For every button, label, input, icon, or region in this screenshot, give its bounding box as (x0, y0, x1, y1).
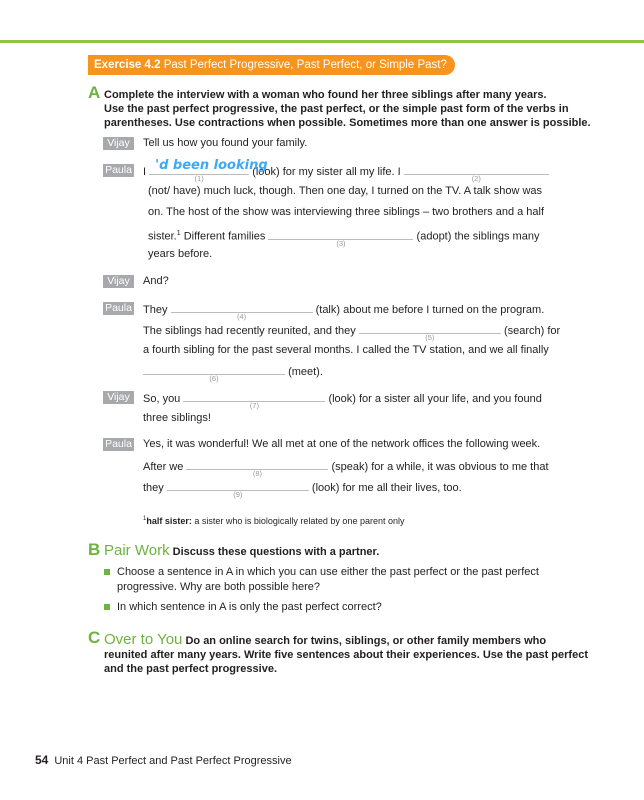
speaker-label-paula: Paula (103, 164, 134, 177)
dialogue-text: (speak) for a while, it was obvious to me that (331, 461, 549, 473)
dialogue-text: After we (143, 461, 184, 473)
dialogue-line (143, 158, 549, 183)
section-c-letter: C (88, 628, 101, 647)
question-1-line-1: Choose a sentence in A in which you can use either the past perfect or the past perfect (117, 566, 539, 578)
section-a-instruction-2: Use the past perfect progressive, the past perfect, or the simple past form of the verbs in (104, 103, 569, 115)
answer-blank-6[interactable] (143, 363, 285, 383)
dialogue-text: (look) for my sister all my life. I (252, 166, 401, 178)
section-c-instruction-1: Do an online search for twins, siblings, or other family members who (185, 635, 547, 647)
section-a-instruction-1: Complete the interview with a woman who found her three siblings after many years. (104, 89, 547, 101)
blank-number: (2) (471, 174, 481, 183)
dialogue-line (143, 390, 542, 410)
dialogue-text: years before. (148, 248, 213, 260)
exercise-banner (88, 55, 455, 75)
blank-number: (7) (249, 401, 259, 410)
dialogue-text: (search) for (503, 325, 561, 337)
answer-blank-3[interactable] (268, 228, 413, 248)
question-1-line-2: progressive. Why are both possible here? (117, 581, 320, 593)
dialogue-text: (not/ have) much luck, though. Then one day, I turned on the TV. A talk show was (148, 185, 543, 197)
dialogue-text: they (143, 482, 164, 494)
footnote-marker: 1 (176, 230, 181, 237)
question-2: In which sentence in A is only the past perfect correct? (117, 601, 382, 613)
blank-number: (3) (336, 238, 346, 248)
dialogue-line (148, 226, 540, 248)
dialogue-text: (look) for me all their lives, too. (311, 482, 462, 494)
dialogue-line (143, 322, 561, 342)
answer-blank-9[interactable] (167, 479, 309, 499)
section-c-instruction-2: reunited after many years. Write five sentences about their experiences. Use the past perfect (104, 649, 588, 661)
speaker-label-vijay: Vijay (103, 275, 134, 288)
dialogue-text: (look) for a sister all your life, and you found (328, 393, 542, 405)
dialogue-text: three siblings! (143, 412, 211, 424)
answer-blank-7[interactable] (183, 390, 325, 410)
bullet-square (104, 569, 110, 575)
blank-number: (4) (236, 312, 247, 321)
bullet-square (104, 604, 110, 610)
footnote (143, 513, 404, 527)
section-b-letter: B (88, 540, 101, 559)
dialogue-line (143, 363, 323, 383)
dialogue-text: (adopt) the siblings many (416, 230, 540, 243)
top-rule (0, 40, 644, 43)
dialogue-text: sister. (148, 230, 177, 243)
blank-number: (9) (233, 490, 243, 499)
dialogue-text: Different families (180, 230, 266, 243)
footnote-term: half sister: (146, 516, 192, 526)
speaker-label-paula: Paula (103, 438, 134, 451)
dialogue-text: They (143, 304, 168, 316)
section-b-title: Pair Work (104, 542, 170, 559)
blank-number: (8) (252, 469, 262, 478)
section-c-title: Over to You (104, 631, 183, 648)
dialogue-text: (talk) about me before I turned on the program. (315, 304, 545, 316)
dialogue-text: Tell us how you found your family. (143, 137, 308, 149)
exercise-title: Past Perfect Progressive, Past Perfect, or Simple Past? (163, 59, 447, 71)
blank-number: (5) (425, 333, 435, 342)
example-answer: 'd been looking (155, 158, 268, 173)
answer-blank-8[interactable] (186, 458, 328, 478)
section-b-heading (104, 543, 379, 560)
page-footer (35, 753, 292, 768)
unit-title: Unit 4 Past Perfect and Past Perfect Progressive (54, 755, 292, 767)
section-a-letter: A (88, 83, 101, 102)
speaker-label-paula: Paula (103, 302, 134, 315)
dialogue-text: So, you (143, 393, 181, 405)
dialogue-text: (meet). (288, 366, 323, 378)
blank-number: (6) (209, 374, 219, 383)
answer-blank-4[interactable] (171, 301, 313, 321)
speaker-label-vijay: Vijay (103, 137, 134, 150)
dialogue-line (143, 458, 549, 478)
dialogue-text: I (143, 166, 147, 178)
answer-blank-2[interactable] (404, 163, 549, 183)
page-number: 54 (35, 753, 49, 767)
answer-blank-5[interactable] (359, 322, 501, 342)
dialogue-text: Yes, it was wonderful! We all met at one of the network offices the following week. (143, 438, 541, 450)
footnote-number: 1 (143, 516, 147, 522)
dialogue-text: a fourth sibling for the past several months. I called the TV station, and we all finally (143, 344, 549, 356)
section-c-heading (104, 632, 546, 649)
section-a-instruction-3: parentheses. Use contractions when possible. Sometimes more than one answer is possible. (104, 117, 591, 129)
dialogue-text: on. The host of the show was interviewing three siblings – two brothers and a half (148, 206, 545, 218)
dialogue-line (143, 301, 545, 321)
footnote-definition: a sister who is biologically related by one parent only (191, 516, 405, 526)
answer-blank-1[interactable] (149, 158, 268, 183)
dialogue-text: And? (143, 275, 169, 287)
dialogue-line (143, 479, 462, 499)
section-c-instruction-3: and the past perfect progressive. (104, 663, 277, 675)
section-b-instruction: Discuss these questions with a partner. (172, 546, 380, 558)
blank-number: (1) (194, 174, 204, 183)
exercise-number: Exercise 4.2 (94, 59, 161, 71)
speaker-label-vijay: Vijay (103, 391, 134, 404)
dialogue-text: The siblings had recently reunited, and they (143, 325, 356, 337)
